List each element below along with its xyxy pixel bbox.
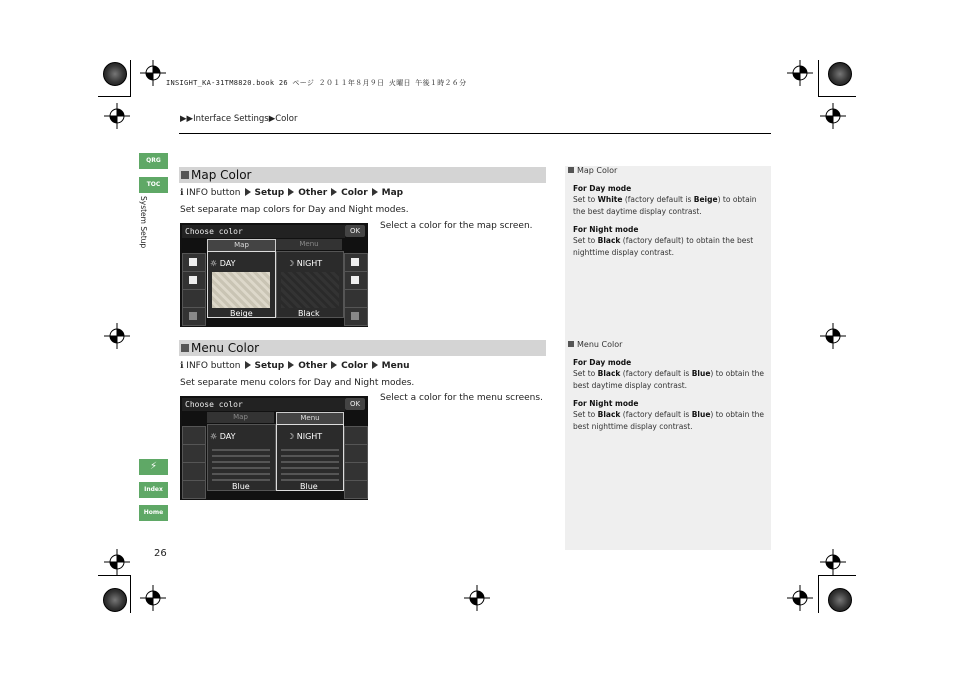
screen-color-button[interactable] (182, 289, 206, 308)
screen-title: Choose color (182, 398, 345, 411)
breadcrumb (180, 114, 297, 124)
quick-reference-tab[interactable] (139, 459, 168, 475)
color-registration-disc (828, 62, 852, 86)
registration-mark-icon (820, 549, 846, 575)
night-color-value: Black (298, 309, 320, 318)
night-color-value: Blue (300, 482, 318, 491)
crop-line (130, 575, 131, 613)
screen-color-button[interactable] (182, 253, 206, 272)
screen-color-button[interactable] (182, 426, 206, 445)
map-color-screen (180, 223, 368, 327)
notes-panel (565, 166, 771, 550)
path-arrow-icon (331, 361, 337, 369)
path-arrow-icon (372, 188, 378, 196)
day-panel[interactable] (207, 424, 276, 491)
breadcrumb-item[interactable]: Interface Settings (193, 114, 269, 124)
note-subtitle: For Night mode (573, 399, 639, 408)
section-bullet-icon (181, 171, 189, 179)
screen-color-button[interactable] (182, 480, 206, 499)
note-heading: Menu Color (568, 340, 622, 349)
home-tab[interactable]: Home (139, 505, 168, 521)
color-registration-disc (103, 62, 127, 86)
section-header-menu-color (179, 340, 546, 356)
registration-mark-icon (820, 323, 846, 349)
note-text: Set to Black (factory default) to obtain the best nighttime display contrast. (573, 236, 754, 257)
registration-mark-icon (104, 549, 130, 575)
note-text: Set to White (factory default is Beige) to obtain the best daytime display contrast. (573, 195, 757, 216)
path-step: Menu (381, 361, 410, 371)
note-text: Set to Black (factory default is Blue) to obtain the best nighttime display contrast. (573, 410, 765, 431)
section-header-map-color (179, 167, 546, 183)
header-rule (179, 133, 771, 134)
path-arrow-icon (372, 361, 378, 369)
index-tab[interactable]: Index (139, 482, 168, 498)
screen-color-button[interactable] (344, 271, 368, 290)
screen-tab-menu[interactable]: Menu (276, 412, 344, 425)
crop-line (818, 60, 819, 97)
section-bullet-icon (181, 344, 189, 352)
note-heading: Map Color (568, 166, 617, 175)
path-step: Setup (254, 188, 285, 198)
sun-icon: ☼ (210, 432, 220, 441)
screen-color-button[interactable] (182, 444, 206, 463)
color-registration-disc (103, 588, 127, 612)
print-header-line: INSIGHT_KA-31TM8820.book 26 ページ ２０１１年８月９日 火曜日 午後１時２６分 (166, 79, 467, 87)
registration-mark-icon (104, 323, 130, 349)
screen-color-button[interactable] (344, 307, 368, 326)
registration-mark-icon (787, 585, 813, 611)
section-title: Map Color (191, 168, 252, 182)
screen-color-button[interactable] (182, 307, 206, 326)
night-panel[interactable] (276, 424, 344, 491)
path-step: INFO button (186, 188, 241, 198)
screen-ok-button[interactable]: OK (345, 225, 365, 237)
day-map-preview (212, 272, 270, 308)
note-bullet-icon (568, 167, 574, 173)
registration-mark-icon (140, 585, 166, 611)
quick-reference-icon: ⚡ (149, 461, 158, 472)
night-label: ☽ NIGHT (287, 259, 323, 268)
section-title: Menu Color (191, 341, 260, 355)
night-panel[interactable] (276, 251, 344, 318)
screen-color-button[interactable] (344, 462, 368, 481)
path-step: Map (381, 188, 404, 198)
note-text: Set to Black (factory default is Blue) to obtain the best daytime display contrast. (573, 369, 765, 390)
screen-tab-map[interactable]: Map (207, 412, 274, 423)
day-label: ☼ DAY (210, 259, 236, 268)
page-number: 26 (154, 548, 167, 559)
toc-tab[interactable]: TOC (139, 177, 168, 193)
day-color-value: Beige (230, 309, 253, 318)
path-step: Other (298, 188, 328, 198)
section-instruction: Select a color for the map screen. (380, 221, 533, 231)
path-step: Other (298, 361, 328, 371)
screen-tab-map[interactable]: Map (207, 239, 276, 252)
menu-color-screen (180, 396, 368, 500)
crop-line (98, 575, 130, 576)
screen-tab-menu[interactable]: Menu (276, 239, 342, 250)
path-step: Color (341, 188, 368, 198)
path-arrow-icon (288, 188, 294, 196)
path-arrow-icon (245, 188, 251, 196)
note-subtitle: For Day mode (573, 184, 632, 193)
crop-line (98, 96, 130, 97)
screen-title: Choose color (182, 225, 345, 238)
screen-color-button[interactable] (344, 253, 368, 272)
registration-mark-icon (140, 60, 166, 86)
crop-line (818, 575, 819, 613)
crop-line (130, 60, 131, 97)
day-label: ☼ DAY (210, 432, 236, 441)
registration-mark-icon (820, 103, 846, 129)
moon-icon: ☽ (287, 432, 297, 441)
sun-icon: ☼ (210, 259, 220, 268)
menu-path (180, 188, 403, 198)
section-description: Set separate map colors for Day and Night modes. (180, 205, 409, 215)
registration-mark-icon (787, 60, 813, 86)
note-bullet-icon (568, 341, 574, 347)
crop-line (818, 96, 856, 97)
screen-color-button[interactable] (344, 289, 368, 308)
path-arrow-icon (245, 361, 251, 369)
menu-path (180, 361, 410, 371)
registration-mark-icon (464, 585, 490, 611)
screen-color-button[interactable] (344, 444, 368, 463)
section-instruction: Select a color for the menu screens. (380, 393, 543, 403)
note-subtitle: For Night mode (573, 225, 639, 234)
day-color-value: Blue (232, 482, 250, 491)
path-step: Color (341, 361, 368, 371)
breadcrumb-item[interactable]: Color (275, 114, 298, 124)
screen-ok-button[interactable]: OK (345, 398, 365, 410)
section-description: Set separate menu colors for Day and Night modes. (180, 378, 415, 388)
color-registration-disc (828, 588, 852, 612)
path-arrow-icon (288, 361, 294, 369)
info-button-icon: ℹ (180, 188, 184, 198)
path-step: Setup (254, 361, 285, 371)
qrg-tab[interactable]: QRG (139, 153, 168, 169)
section-vertical-label: System Setup (139, 196, 148, 249)
path-arrow-icon (331, 188, 337, 196)
day-menu-preview (212, 445, 270, 481)
night-label: ☽ NIGHT (287, 432, 323, 441)
path-step: INFO button (186, 361, 241, 371)
registration-mark-icon (104, 103, 130, 129)
moon-icon: ☽ (287, 259, 297, 268)
note-subtitle: For Day mode (573, 358, 632, 367)
breadcrumb-arrow-icon: ▶▶ (180, 114, 194, 124)
screen-color-button[interactable] (182, 462, 206, 481)
screen-color-button[interactable] (182, 271, 206, 290)
info-button-icon: ℹ (180, 361, 184, 371)
day-panel[interactable] (207, 251, 276, 318)
breadcrumb-arrow-icon: ▶ (268, 114, 276, 124)
crop-line (818, 575, 856, 576)
screen-color-button[interactable] (344, 426, 368, 445)
night-menu-preview (281, 445, 339, 481)
screen-color-button[interactable] (344, 480, 368, 499)
night-map-preview (281, 272, 339, 308)
